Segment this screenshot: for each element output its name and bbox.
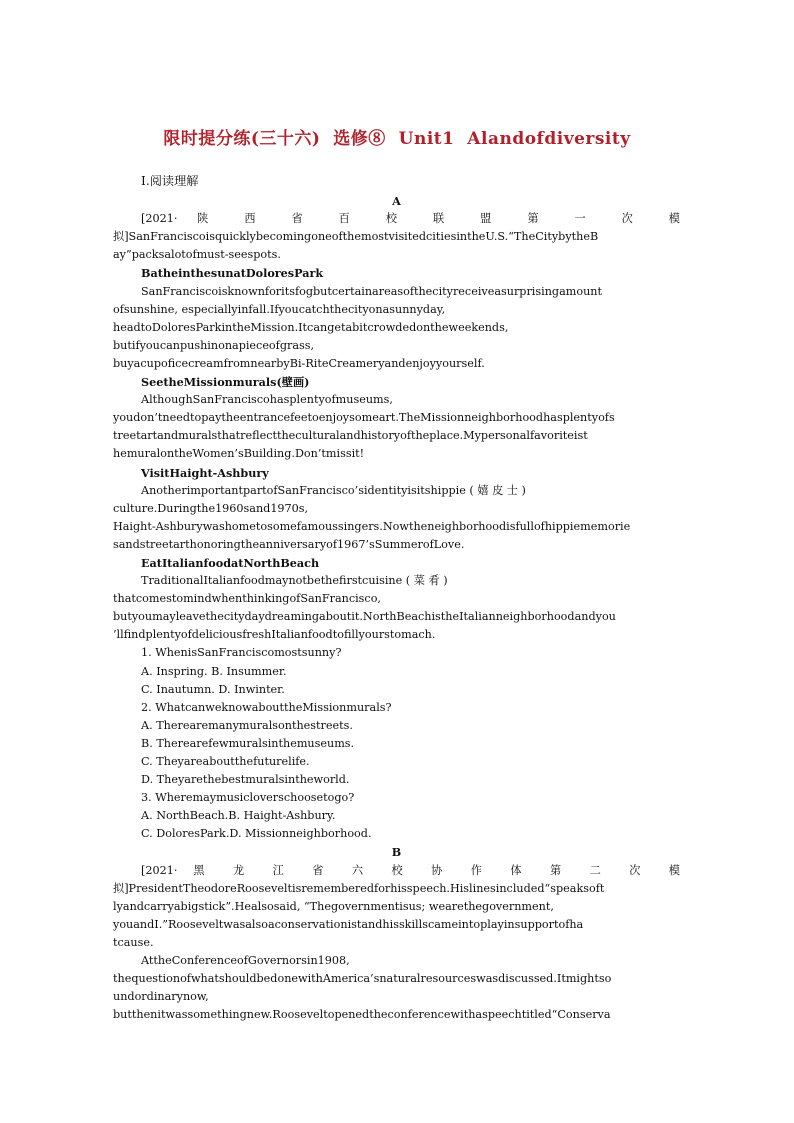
passage-a-heading: SeetheMissionmurals(壁画) [141, 375, 310, 390]
section-heading: Ⅰ.阅读理解 [141, 174, 199, 188]
paragraph-line: sandstreetarthonoringtheanniversaryof1967’sSummerofLove. [113, 537, 465, 551]
document-body [113, 172, 680, 1024]
answer-option-line: C. DoloresPark.D. Missionneighborhood. [141, 827, 372, 841]
passage-a-intro: ay”packsalotofmust-seespots. [113, 248, 281, 262]
paragraph-line: ofsunshine, especiallyinfall.Ifyoucatchthecityonasunnyday, [113, 302, 446, 316]
paragraph-line: butthenitwassomethingnew.Rooseveltopenedtheconferencewithaspeechtitled“Conserva [113, 1008, 611, 1022]
paragraph-line: 拟]PresidentTheodoreRooseveltisrememberedforhisspeech.Hislinesincluded“speaksoft [113, 881, 605, 895]
paragraph-line: butifyoucanpushinonapieceofgrass, [113, 338, 315, 352]
passage-a-intro: 拟]SanFranciscoisquicklybecomingoneofthemostvisitedcitiesintheU.S.“TheCitybytheB [113, 230, 599, 244]
paragraph-line: buyacupoficecreamfromnearbyBi-RiteCreameryandenjoyyourself. [113, 356, 485, 370]
question-line: 1. WhenisSanFranciscomostsunny? [141, 646, 342, 660]
answer-option-line: C. Theyareaboutthefuturelife. [141, 755, 310, 768]
page-title: 限时提分练(三十六) 选修⑧ Unit1 Alandofdiversity [163, 129, 631, 149]
paragraph-line: youdon’tneedtopaytheentrancefeetoenjoysomeart.TheMissionneighborhoodhasplentyofs [113, 411, 615, 425]
paragraph-line: treetartandmuralsthatreflecttheculturalandhistoryoftheplace.Mypersonalfavoriteist [113, 429, 588, 443]
paragraph-line: TraditionalItalianfoodmaynotbethefirstcuisine ( 菜 肴 ) [141, 574, 448, 588]
passage-a-source: [2021· 陕 西 省 百 校 联 盟 第 一 次 模 [141, 212, 680, 226]
answer-option-line: D. Theyarethebestmuralsintheworld. [141, 773, 350, 787]
paragraph-line: thequestionofwhatshouldbedonewithAmerica’snaturalresourceswasdiscussed.Itmightso [113, 972, 612, 986]
paragraph-line: ’llfindplentyofdeliciousfreshItalianfoodtofillyourstomach. [113, 628, 436, 642]
paragraph-line: AlthoughSanFranciscohasplentyofmuseums, [141, 393, 393, 407]
paragraph-line: youandI.”Rooseveltwasalsoaconservationistandhisskillscameintoplayinsupportofha [113, 917, 584, 931]
passage-b-source: [2021· 黑 龙 江 省 六 校 协 作 体 第 二 次 模 [141, 863, 680, 877]
answer-option-line: A. Therearemanymuralsonthestreets. [141, 718, 353, 732]
paragraph-line: AttheConferenceofGovernorsin1908, [141, 954, 350, 968]
answer-option-line: A. Inspring. B. Insummer. [141, 664, 287, 678]
answer-option-line: B. Therearefewmuralsinthemuseums. [141, 736, 355, 750]
paragraph-line: thatcomestomindwhenthinkingofSanFrancisco, [113, 592, 381, 606]
passage-a-label: A [392, 194, 401, 209]
paragraph-line: butyoumayleavethecitydaydreamingaboutit.NorthBeachistheItalianneighborhoodandyou [113, 610, 616, 624]
passage-b-label: B [391, 845, 402, 860]
question-line: 3. Wheremaymusicloverschoosetogo? [141, 791, 355, 805]
answer-option-line: A. NorthBeach.B. Haight-Ashbury. [141, 809, 336, 823]
paragraph-line: SanFranciscoisknownforitsfogbutcertainareasofthecityreceiveasurprisingamount [141, 284, 602, 298]
paragraph-line: Haight-Ashburywashometosomefamoussingers.Nowtheneighborhoodisfullofhippiememorie [113, 519, 631, 533]
passage-a-heading: BatheinthesunatDoloresPark [141, 266, 324, 281]
paragraph-line: AnotherimportantpartofSanFrancisco’sidentityisitshippie ( 嬉 皮 士 ) [141, 483, 526, 497]
paragraph-line: lyandcarryabigstick”.Healsosaid, “Thegovernmentisus; wearethegovernment, [113, 899, 554, 913]
paragraph-line: headtoDoloresParkintheMission.Itcangetabitcrowdedontheweekends, [113, 320, 509, 334]
question-line: 2. WhatcanweknowabouttheMissionmurals? [141, 700, 392, 714]
paragraph-line: tcause. [113, 935, 154, 949]
passage-a-heading: VisitHaight-Ashbury [141, 465, 269, 480]
paragraph-line: hemuralontheWomen’sBuilding.Don’tmissit! [113, 447, 365, 461]
paragraph-line: culture.Duringthe1960sand1970s, [113, 501, 309, 515]
answer-option-line: C. Inautumn. D. Inwinter. [141, 682, 285, 696]
passage-a-heading: EatItalianfoodatNorthBeach [141, 555, 320, 570]
paragraph-line: undordinarynow, [113, 990, 209, 1004]
